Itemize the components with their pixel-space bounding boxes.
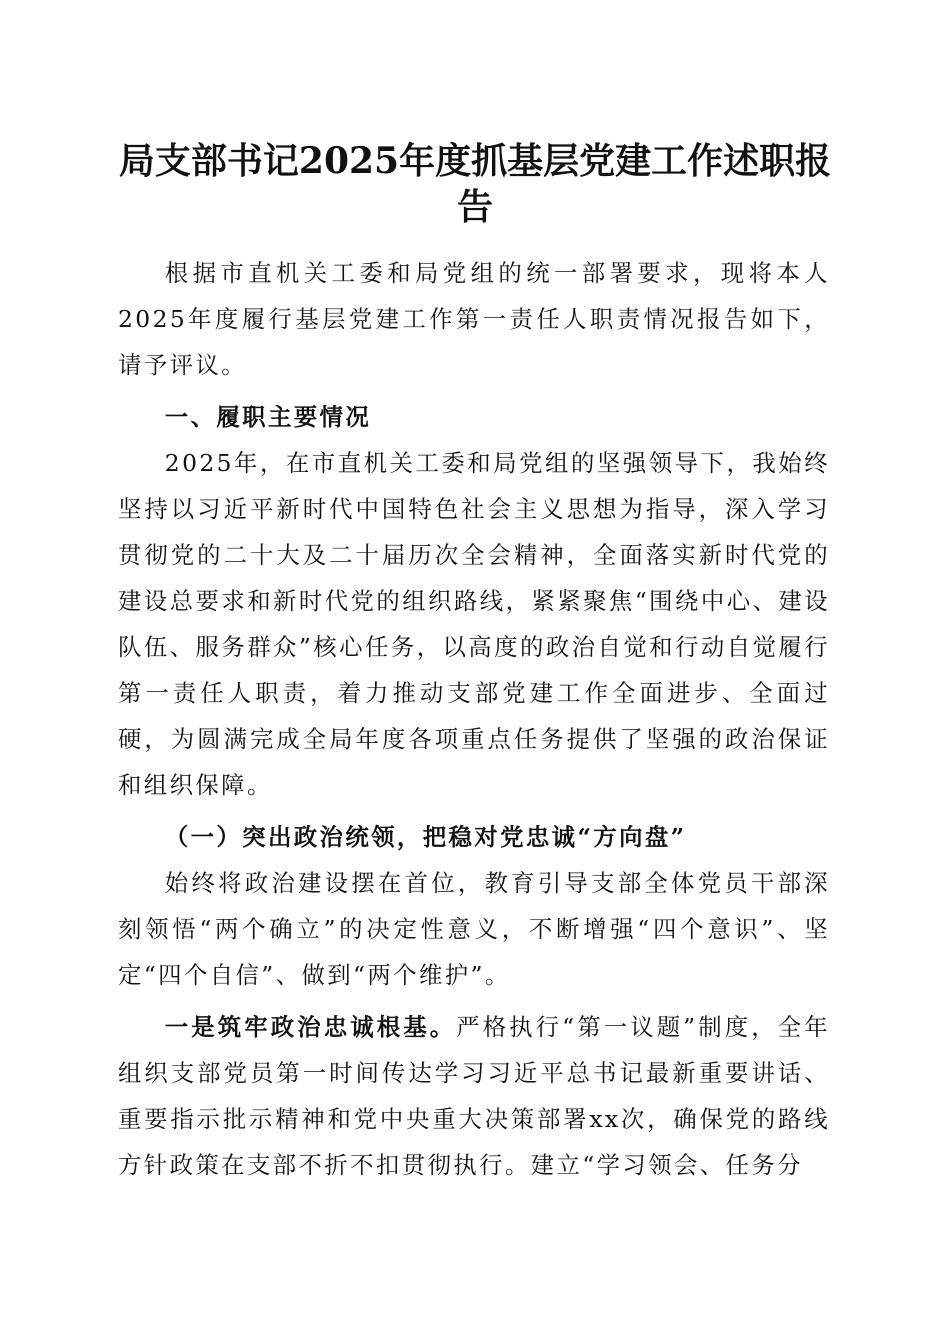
section-heading-1: 一、履职主要情况 bbox=[164, 403, 372, 431]
document-title: 局支部书记2025年度抓基层党建工作述职报告 bbox=[118, 140, 832, 228]
subsection-paragraph-1: 始终将政治建设摆在首位，教育引导支部全体党员干部深刻领悟“两个确立”的决定性意义，不断增强“四个意识”、坚定“四个自信”、做到“两个维护”。 bbox=[118, 869, 830, 989]
intro-paragraph: 根据市直机关工委和局党组的统一部署要求，现将本人2025年度履行基层党建工作第一责任人职责情况报告如下，请予评议。 bbox=[118, 259, 830, 379]
section-paragraph-1: 2025年，在市直机关工委和局党组的坚强领导下，我始终坚持以习近平新时代中国特色社会主义思想为指导，深入学习贯彻党的二十大及二十届历次全会精神，全面落实新时代党的建设总要求和新时代党的组织路线，紧紧聚焦“围绕中心、建设队伍、服务群众”核心任务，以高度的政治自觉和行动自觉履行第一责任人职责，着力推动支部党建工作全面进步、全面过硬，为圆满完成全局年度各项重点任务提供了坚强的政治保证和组织保障。 bbox=[118, 449, 830, 799]
point-text-1: 严格执行“第一议题”制度，全年组织支部党员第一时间传达学习习近平总书记最新重要讲话、重要指示批示精神和党中央重大决策部署xx次，确保党的路线方针政策在支部不折不扣贯彻执行。建立“学习领会、任务分 bbox=[118, 1013, 830, 1179]
document-body bbox=[118, 250, 830, 1188]
point-lead-1: 一是筑牢政治忠诚根基。 bbox=[164, 1013, 457, 1041]
subsection-heading-1: （一）突出政治统领，把稳对党忠诚“方向盘” bbox=[164, 823, 687, 851]
point-paragraph-1 bbox=[118, 1004, 830, 1188]
